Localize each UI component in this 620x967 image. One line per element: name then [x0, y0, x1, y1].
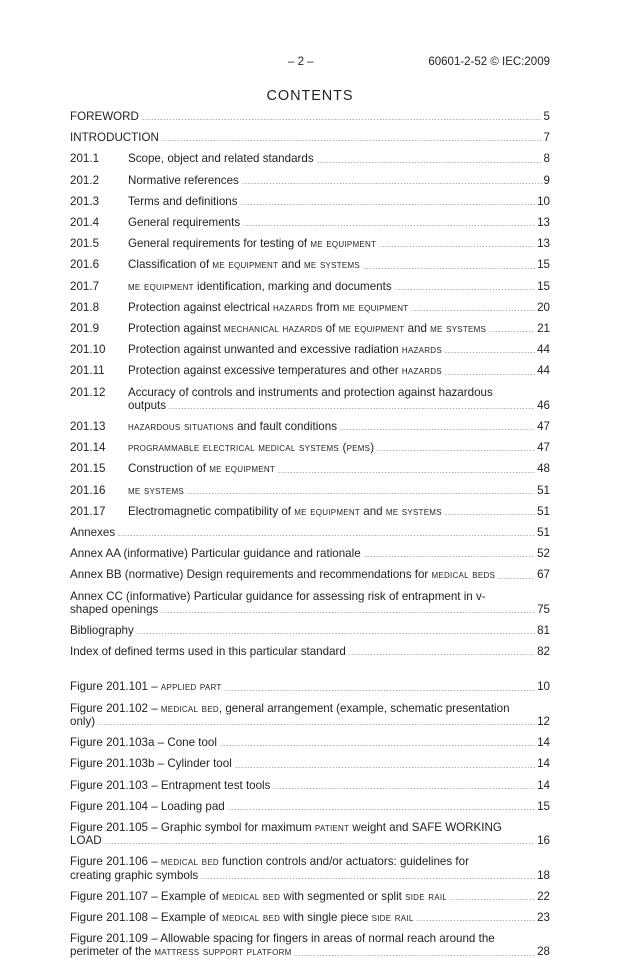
defined-term: medical bed — [222, 889, 281, 903]
toc-clause-number: 201.17 — [70, 504, 106, 518]
figure-entry[interactable] — [70, 757, 550, 770]
toc-page-number: 21 — [537, 322, 550, 336]
toc-entry[interactable] — [70, 322, 550, 335]
toc-page-number: 18 — [537, 868, 550, 882]
toc-entry-text: Scope, object and related standards — [128, 152, 314, 166]
toc-entry-text: Bibliography — [70, 624, 134, 638]
dot-leader — [363, 268, 535, 269]
dot-leader — [161, 612, 535, 613]
toc-entry-body — [70, 590, 550, 616]
toc-clause-number: 201.12 — [70, 385, 106, 399]
toc-entry-text: me equipment identification, marking and documents — [128, 279, 392, 293]
toc-page-number: 51 — [537, 504, 550, 518]
toc-entry-body — [70, 568, 550, 581]
dot-leader — [445, 514, 535, 515]
defined-term: hazards — [273, 300, 313, 314]
toc-clause-number: 201.2 — [70, 173, 100, 187]
document-reference: 60601-2-52 © IEC:2009 — [428, 56, 550, 68]
toc-entry-text: Figure 201.104 – Loading pad — [70, 799, 225, 813]
toc-entry[interactable] — [70, 624, 550, 637]
toc-entry[interactable] — [70, 386, 550, 412]
dot-leader — [220, 745, 535, 746]
toc-entry-text-cont: outputs — [128, 398, 167, 412]
toc-entry-body — [70, 624, 550, 637]
toc-entry-body — [128, 484, 550, 497]
dot-leader — [377, 450, 535, 451]
defined-term: hazards — [401, 364, 442, 378]
toc-clause-number: 201.1 — [70, 152, 100, 166]
toc-entry-body — [128, 364, 550, 377]
toc-clause-number: 201.11 — [70, 364, 105, 378]
toc-clause-number: 201.7 — [70, 279, 100, 293]
toc-entry-text: Electromagnetic compatibility of me equipment and me systems — [128, 504, 442, 518]
toc-entry-text: Figure 201.109 – Allowable spacing for fingers in areas of normal reach around the — [70, 932, 495, 946]
dot-leader — [137, 633, 535, 634]
toc-entry-body — [70, 757, 550, 770]
toc-entry[interactable] — [70, 505, 550, 518]
toc-entry-text: INTRODUCTION — [70, 131, 159, 145]
toc-page-number: 47 — [537, 420, 550, 434]
defined-term: me equipment — [338, 322, 405, 336]
running-header — [70, 56, 550, 72]
toc-entry-body — [128, 237, 550, 250]
toc-entry[interactable] — [70, 645, 550, 658]
toc-page-number: 67 — [537, 568, 550, 582]
toc-entry[interactable] — [70, 195, 550, 208]
dot-leader — [498, 578, 535, 579]
toc-entry-body — [128, 505, 550, 518]
toc-entry-text: Normative references — [128, 173, 239, 187]
toc-entry[interactable] — [70, 110, 550, 123]
figure-entry[interactable] — [70, 702, 550, 728]
toc-clause-number: 201.10 — [70, 343, 106, 357]
toc-entry-text: Protection against unwanted and excessive radiation hazards — [128, 343, 442, 357]
toc-entry-body — [70, 821, 550, 847]
toc-entry-text: Classification of me equipment and me systems — [128, 258, 360, 272]
defined-term: me equipment — [310, 237, 377, 251]
dot-leader — [489, 331, 535, 332]
toc-entry[interactable] — [70, 590, 550, 616]
defined-term: mattress support platform — [154, 945, 292, 959]
toc-entry[interactable] — [70, 174, 550, 187]
toc-entry-body — [128, 280, 550, 293]
toc-page-number: 28 — [537, 945, 550, 959]
toc-page-number: 14 — [537, 778, 550, 792]
toc-entry-body — [128, 301, 550, 314]
dot-leader — [105, 843, 536, 844]
figure-entry[interactable] — [70, 890, 550, 903]
defined-term: medical bed — [160, 855, 219, 869]
defined-term: programmable electrical medical systems (pems) — [128, 441, 375, 455]
toc-entry-text: Protection against mechanical hazards of me equipment and me systems — [128, 322, 487, 336]
toc-page-number: 44 — [537, 364, 550, 378]
defined-term: me equipment — [342, 300, 409, 314]
toc-entry-text: General requirements — [128, 216, 241, 230]
toc-page-number: 15 — [537, 799, 550, 813]
toc-entry-body — [128, 441, 550, 454]
figure-entry[interactable] — [70, 911, 550, 924]
toc-entry-text: General requirements for testing of me equipment — [128, 237, 377, 251]
toc-entry[interactable] — [70, 462, 550, 475]
figure-entry-list — [70, 680, 550, 958]
toc-entry-text: Figure 201.108 – Example of medical bed with single piece side rail — [70, 910, 414, 924]
toc-page-number: 46 — [537, 398, 550, 412]
toc-entry-body — [128, 343, 550, 356]
toc-entry-text: hazardous situations and fault conditions — [128, 420, 337, 434]
dot-leader — [317, 162, 542, 163]
defined-term: me systems — [304, 258, 360, 272]
figure-entry[interactable] — [70, 779, 550, 792]
toc-entry-body — [70, 526, 550, 539]
toc-entry-body — [128, 462, 550, 475]
toc-entry-body — [70, 702, 550, 728]
dot-leader — [118, 535, 535, 536]
figure-entry[interactable] — [70, 736, 550, 749]
dot-leader — [241, 204, 536, 205]
toc-entry[interactable] — [70, 280, 550, 293]
defined-term: side rail — [405, 889, 448, 903]
dot-leader — [364, 556, 535, 557]
defined-term: me equipment — [212, 258, 279, 272]
defined-term: medical beds — [431, 568, 496, 582]
toc-clause-number: 201.14 — [70, 441, 106, 455]
toc-page-number: 14 — [537, 757, 550, 771]
toc-entry-body — [128, 386, 550, 412]
toc-clause-number: 201.15 — [70, 462, 106, 476]
defined-term: me systems — [128, 483, 184, 497]
toc-entry-text: Annexes — [70, 526, 116, 540]
dot-leader — [98, 724, 535, 725]
toc-page-number: 81 — [537, 624, 550, 638]
toc-entry-body — [70, 131, 550, 144]
toc-page-number: 16 — [537, 834, 550, 848]
figure-entry[interactable] — [70, 855, 550, 881]
dot-leader — [445, 374, 535, 375]
figure-entry[interactable] — [70, 680, 550, 693]
toc-entry-body — [70, 110, 550, 123]
dot-leader — [225, 690, 536, 691]
dot-leader — [445, 352, 535, 353]
toc-entry[interactable] — [70, 237, 550, 250]
toc-page-number: 23 — [537, 910, 550, 924]
toc-entry-list — [70, 110, 550, 658]
toc-entry-body — [70, 779, 550, 792]
defined-term: me systems — [385, 504, 442, 518]
defined-term: medical bed — [222, 910, 281, 924]
toc-page-number: 10 — [537, 194, 550, 208]
toc-entry-text: Figure 201.103 – Entrapment test tools — [70, 778, 271, 792]
toc-clause-number: 201.3 — [70, 194, 100, 208]
defined-term: patient — [314, 820, 350, 834]
toc-page-number: 15 — [537, 258, 550, 272]
dot-leader — [228, 809, 535, 810]
toc-entry-body — [128, 152, 550, 165]
dot-leader — [142, 119, 542, 120]
defined-term: me systems — [430, 322, 487, 336]
toc-entry-text: Protection against electrical hazards from me equipment — [128, 300, 409, 314]
dot-leader — [411, 310, 535, 311]
toc-page-number: 47 — [537, 441, 550, 455]
toc-page-number: 10 — [537, 680, 550, 694]
toc-page-number: 52 — [537, 547, 550, 561]
toc-entry-body — [70, 680, 550, 693]
toc-entry[interactable] — [70, 258, 550, 271]
toc-page-number: 7 — [543, 131, 550, 145]
table-of-contents — [70, 110, 550, 967]
toc-entry[interactable] — [70, 441, 550, 454]
dot-leader — [243, 225, 535, 226]
dot-leader — [379, 246, 535, 247]
toc-page-number: 14 — [537, 736, 550, 750]
dot-leader — [450, 899, 535, 900]
toc-entry-text: Protection against excessive temperatures and other hazards — [128, 364, 442, 378]
defined-term: hazards — [401, 343, 442, 357]
toc-entry-body — [70, 645, 550, 658]
toc-entry-text: Accuracy of controls and instruments and protection against hazardous — [128, 385, 493, 399]
toc-entry-text: Annex AA (informative) Particular guidance and rationale — [70, 547, 361, 561]
toc-entry[interactable] — [70, 364, 550, 377]
toc-entry-text: Figure 201.105 – Graphic symbol for maximum patient weight and SAFE WORKING — [70, 820, 502, 834]
toc-entry-text: FOREWORD — [70, 110, 139, 123]
toc-clause-number: 201.8 — [70, 300, 100, 314]
toc-page-number: 48 — [537, 462, 550, 476]
dot-leader — [295, 955, 536, 956]
toc-entry-body — [128, 258, 550, 271]
toc-entry-text — [128, 484, 184, 497]
defined-term: side rail — [371, 910, 414, 924]
toc-page-number: 15 — [537, 279, 550, 293]
defined-term: mechanical hazards — [224, 322, 323, 336]
toc-page-number: 13 — [537, 237, 550, 251]
toc-entry-body — [70, 932, 550, 958]
toc-page-number: 44 — [537, 343, 550, 357]
dot-leader — [340, 429, 535, 430]
toc-page-number: 22 — [537, 889, 550, 903]
toc-clause-number: 201.13 — [70, 420, 106, 434]
toc-clause-number: 201.6 — [70, 258, 100, 272]
toc-clause-number: 201.4 — [70, 216, 100, 230]
toc-page-number: 82 — [537, 645, 550, 659]
toc-page-number: 51 — [537, 483, 550, 497]
toc-entry[interactable] — [70, 568, 550, 581]
toc-entry-text-cont: shaped openings — [70, 602, 159, 616]
toc-entry-text-cont: LOAD — [70, 834, 102, 848]
defined-term: me equipment — [209, 462, 275, 476]
toc-clause-number: 201.9 — [70, 322, 100, 336]
toc-page-number: 8 — [543, 152, 550, 166]
toc-entry[interactable] — [70, 420, 550, 433]
page-title: CONTENTS — [266, 88, 354, 104]
toc-entry-text: Construction of me equipment — [128, 462, 275, 476]
dot-leader — [201, 878, 535, 879]
toc-entry[interactable] — [70, 131, 550, 144]
toc-clause-number: 201.16 — [70, 483, 106, 497]
defined-term: me equipment — [128, 279, 194, 293]
toc-entry-text: Index of defined terms used in this particular standard — [70, 645, 346, 659]
toc-page-number: 13 — [537, 216, 550, 230]
toc-entry-text: Figure 201.106 – medical bed function controls and/or actuators: guidelines for — [70, 855, 469, 869]
toc-entry[interactable] — [70, 547, 550, 560]
figure-entry[interactable] — [70, 821, 550, 847]
page-folio: – 2 – — [288, 56, 314, 68]
toc-entry-text: Annex CC (informative) Particular guidance for assessing risk of entrapment in v- — [70, 589, 486, 603]
toc-entry-text: Figure 201.103b – Cylinder tool — [70, 757, 232, 771]
figure-entry[interactable] — [70, 932, 550, 958]
toc-entry-text: Figure 201.101 – applied part — [70, 680, 222, 694]
toc-entry-body — [70, 855, 550, 881]
dot-leader — [162, 140, 542, 141]
toc-entry-text: Figure 201.103a – Cone tool — [70, 736, 217, 750]
toc-entry-body — [70, 800, 550, 813]
toc-clause-number: 201.5 — [70, 237, 100, 251]
toc-entry-text: Figure 201.107 – Example of medical bed with segmented or split side rail — [70, 889, 448, 903]
toc-page-number: 5 — [543, 110, 550, 123]
toc-entry-text-cont: creating graphic symbols — [70, 868, 199, 882]
toc-entry-body — [70, 547, 550, 560]
toc-entry[interactable] — [70, 301, 550, 314]
toc-entry-body — [128, 174, 550, 187]
defined-term: medical bed — [160, 701, 219, 715]
toc-page-number: 12 — [537, 714, 550, 728]
toc-entry[interactable] — [70, 484, 550, 497]
defined-term: hazardous situations — [128, 420, 234, 434]
dot-leader — [417, 920, 536, 921]
dot-leader — [349, 654, 535, 655]
toc-page-number: 9 — [543, 173, 550, 187]
toc-entry-body — [70, 890, 550, 903]
dot-leader — [278, 472, 535, 473]
toc-entry-text-cont: perimeter of the mattress support platform — [70, 945, 292, 959]
dot-leader — [187, 493, 535, 494]
toc-page-number: 51 — [537, 526, 550, 540]
dot-leader — [169, 408, 535, 409]
toc-entry[interactable] — [70, 216, 550, 229]
defined-term: me equipment — [294, 504, 361, 518]
toc-entry-body — [70, 736, 550, 749]
toc-entry-body — [128, 195, 550, 208]
toc-entry[interactable] — [70, 526, 550, 539]
toc-entry[interactable] — [70, 343, 550, 356]
toc-entry-body — [70, 911, 550, 924]
toc-entry-body — [128, 420, 550, 433]
dot-leader — [242, 183, 542, 184]
dot-leader — [235, 767, 535, 768]
toc-page-number: 75 — [537, 602, 550, 616]
toc-entry-body — [128, 322, 550, 335]
toc-page-number: 20 — [537, 300, 550, 314]
dot-leader — [273, 788, 535, 789]
toc-entry-text: Figure 201.102 – medical bed, general arrangement (example, schematic presentation — [70, 701, 510, 715]
toc-entry-text — [128, 441, 374, 454]
toc-entry-text-cont: only) — [70, 714, 96, 728]
toc-entry-text: Terms and definitions — [128, 194, 238, 208]
toc-entry-text: Annex BB (normative) Design requirements and recommendations for medical beds — [70, 568, 496, 582]
defined-term: applied part — [160, 680, 222, 694]
figure-entry[interactable] — [70, 800, 550, 813]
toc-entry-body — [128, 216, 550, 229]
dot-leader — [395, 289, 535, 290]
toc-entry[interactable] — [70, 152, 550, 165]
